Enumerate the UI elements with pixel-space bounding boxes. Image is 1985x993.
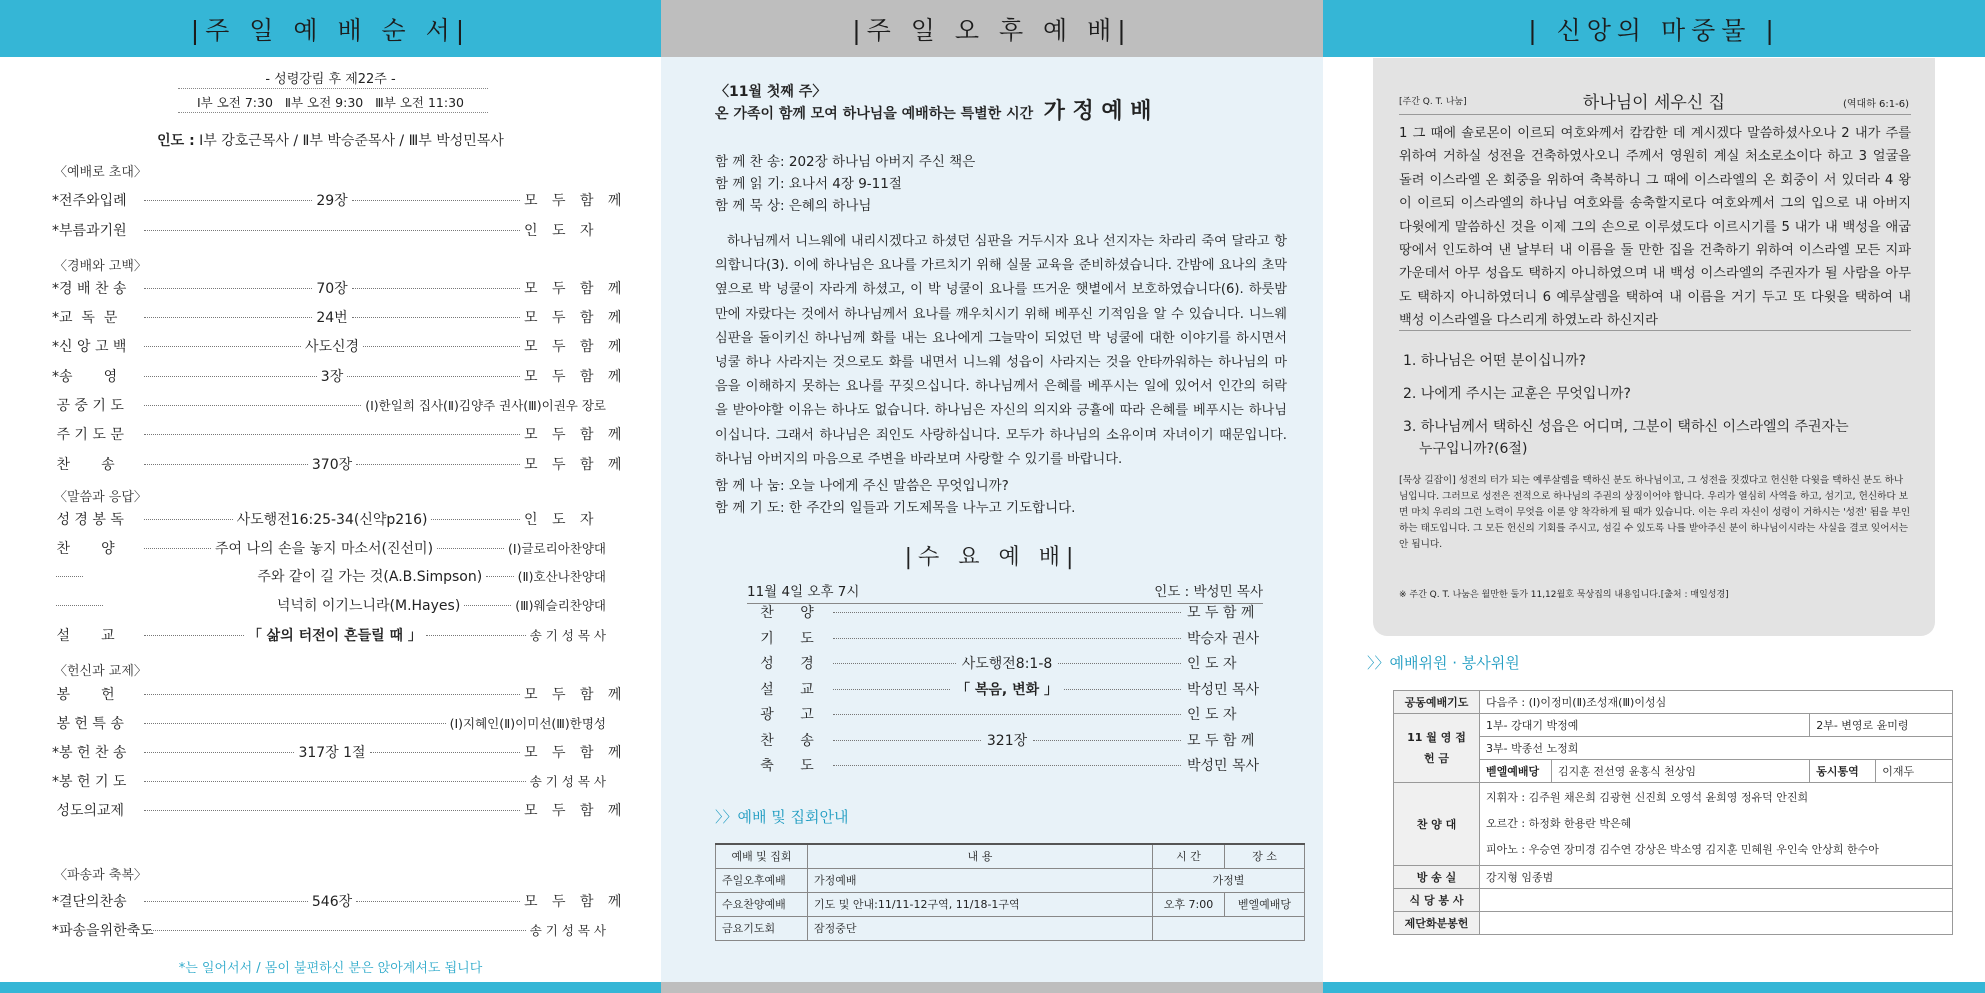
order-label: *봉 헌 찬 송 — [52, 745, 127, 761]
leader-dots — [363, 346, 520, 347]
order-label: 찬 송 — [52, 457, 115, 473]
table-cell: 공동예배기도 — [1394, 691, 1480, 714]
meditation-guide: [묵상 길잡이] 성전의 터가 되는 예루살렘을 택하신 분도 하나님이고, 그 성전을 짓겠다고 헌신한 다윗을 택하신 분도 하나님입니다. 그러므로 성전은 전적으로 하나님의 주권의 상징이어야 합니다. 우리가 열심히 사역을 하고, 섬기고, 헌신하다 보면 마치 우리의 그런 노력이 무엇을 이룬 양 착각하게 될 때가 있습니다. 이는 우리 자신이 성령이 거하시는 '성전' 됨을 부인하는 태도입니다. 그 모든 헌신의 기회를 주시고, 섬길 수 있도록 나를 받아주신 분이 하나님이시라는 사실을 결코 잊어서는 안 됩니다. — [1399, 475, 1911, 550]
wednesday-performer: 인 도 자 — [1187, 707, 1237, 723]
wednesday-performer: 박성민 목사 — [1187, 758, 1260, 774]
leader-dots — [833, 689, 950, 690]
hymn-line: 함 께 찬 송: 202장 하나님 아버지 주신 책은 — [715, 154, 976, 170]
leader-dots — [144, 230, 520, 231]
leader-dots — [144, 519, 233, 520]
order-value: 370장 — [311, 457, 353, 473]
table-cell: 다음주 : (Ⅰ)이정미(Ⅱ)조성재(Ⅲ)이성심 — [1480, 691, 1953, 714]
table-cell: 잠정중단 — [808, 916, 1153, 940]
divider — [178, 88, 488, 89]
leader-dots — [144, 434, 520, 435]
wednesday-label: 송 — [800, 732, 814, 749]
leader-dots — [464, 605, 511, 606]
order-performer: 모 두 함 께 — [524, 339, 627, 355]
leader-dots — [144, 200, 312, 201]
leader-dots — [347, 376, 520, 377]
table-row — [1394, 691, 1953, 714]
leader-dots — [144, 635, 244, 636]
wednesday-date: 11월 4일 오후 7시 — [747, 584, 860, 600]
order-label: *신 앙 고 백 — [52, 339, 127, 355]
order-row — [52, 424, 627, 444]
table-cell: 2부- 변영로 윤미령 — [1810, 714, 1953, 737]
wednesday-performer: 모 두 함 께 — [1187, 732, 1255, 749]
leader-dots — [431, 519, 520, 520]
order-value: 29장 — [316, 193, 348, 209]
footer-bar — [0, 982, 661, 993]
question-2: 2. 나에게 주시는 교훈은 무엇입니까? — [1403, 386, 1631, 402]
table-header-row — [716, 844, 1305, 868]
order-value: 24번 — [316, 310, 348, 326]
table-row — [1394, 889, 1953, 912]
leader-dots — [144, 548, 211, 549]
order-performer: 송 기 성 목 사 — [529, 774, 606, 789]
intro-text: 온 가족이 함께 모여 하나님을 예배하는 특별한 시간 — [715, 106, 1034, 122]
leader-dots — [356, 901, 520, 902]
choir-line: 피아노 : 우승연 장미경 김수연 강상은 박소영 김지훈 민혜원 우인숙 안상희 한수아 — [1486, 843, 1879, 856]
order-value: 사도행전16:25-34(신약p216) — [236, 512, 428, 528]
share-line: 함 께 나 눔: 오늘 나에게 주신 말씀은 무엇입니까? — [715, 478, 1009, 494]
leader-dots — [833, 638, 1181, 639]
leader-dots — [144, 288, 312, 289]
leader-dots — [426, 635, 526, 636]
order-row — [52, 538, 606, 558]
meditation-paragraph: 하나님께서 니느웨에 내리시겠다고 하셨던 심판을 거두시자 요나 선지자는 차라리 죽여 달라고 항의합니다(3). 이에 하나님은 요나를 가르치기 위해 실물 교육을 준비하셨습니다. 간밤에 요나의 초막 옆으로 박 넝쿨이 자라게 하셨고, 이 박 넝쿨이 요나를 뜨거운 햇볕에서 보호하였습니다(6). 하룻밤 만에 자랐다는 것에서 하나님께서 요나를 깨우치시기 위해 베푸신 기적임을 알 수 있습니다. 니느웨 심판을 돌이키신 하나님께 화를 내는 요나에게 그늘막이 되었던 박 넝쿨에 대한 이야기를 하시면서 넝쿨 하나 사라지는 것으로도 화를 내면서 니느웨 성읍이 사라지는 것을 안타까워하는 하나님의 마음을 이해하지 못하는 요나를 꾸짖으십니다. 하나님께서 은혜를 베푸시는 일에 있어서 인간의 허락을 받아야할 이유는 하나도 없습니다. 하나님은 자신의 의지와 긍휼에 따라 은혜를 베푸시는 하나님이십니다. 그래서 하나님은 죄인도 사랑하십니다. 모두가 하나님의 소유이며 자녀이기 때문입니다. 하나님 아버지의 마음으로 주변을 바라보며 사랑할 수 있기를 바랍니다. — [715, 234, 1287, 467]
order-value: 317장 1절 — [298, 745, 366, 761]
order-label: *결단의찬송 — [52, 894, 127, 910]
choir-line: 오르간 : 하정화 한용란 박은혜 — [1486, 817, 1632, 830]
order-label: *봉 헌 기 도 — [52, 774, 127, 790]
table-cell: 11 월 영 접 헌 금 — [1394, 714, 1480, 783]
table-cell: 제단화분봉헌 — [1394, 912, 1480, 935]
order-performer: (Ⅲ)웨슬리찬양대 — [515, 598, 607, 613]
table-cell: 벧엘예배당 — [1225, 892, 1305, 916]
section-label: 〈파송과 축복〉 — [54, 868, 147, 883]
order-row — [52, 190, 627, 210]
table-cell: 이재두 — [1876, 760, 1953, 783]
wednesday-leader: 인도 : 박성민 목사 — [1154, 584, 1263, 600]
leader-dots — [144, 723, 446, 724]
table-cell: 강지형 임종범 — [1480, 866, 1953, 889]
table-cell: 주일오후예배 — [716, 868, 808, 892]
wednesday-row — [747, 628, 1263, 652]
order-value: 주여 나의 손을 놓지 마소서(진선미) — [214, 541, 434, 557]
table-cell — [1480, 889, 1953, 912]
order-row — [52, 684, 627, 704]
reading-line: 함 께 읽 기: 요나서 4장 9-11절 — [715, 176, 902, 192]
section-label: 〈경배와 고백〉 — [54, 259, 147, 274]
footer-bar — [661, 982, 1323, 993]
order-row — [52, 742, 627, 762]
family-worship-title: 가 정 예 배 — [1043, 99, 1152, 124]
table-cell: 김지훈 전선영 윤홍식 천상임 — [1552, 760, 1810, 783]
table-cell: 수요찬양예배 — [716, 892, 808, 916]
wednesday-performer: 박성민 목사 — [1187, 681, 1260, 698]
table-row — [1394, 714, 1953, 737]
wednesday-value: 사도행전8:1-8 — [961, 656, 1053, 672]
wednesday-performer: 모 두 함 께 — [1187, 605, 1255, 621]
order-row — [52, 891, 627, 911]
wednesday-value: 「 복음, 변화 」 — [955, 681, 1059, 698]
leader-dots — [144, 405, 361, 406]
wednesday-label: 성 — [760, 656, 774, 672]
table-cell: 찬 양 대 — [1394, 783, 1480, 866]
order-row — [52, 307, 627, 327]
leader-dots — [1033, 740, 1181, 741]
leader-dots — [144, 781, 526, 782]
order-performer: (Ⅰ)한일희 집사(Ⅱ)김양주 권사(Ⅲ)이권우 장로 — [365, 398, 606, 413]
order-label: *전주와입례 — [52, 193, 127, 209]
order-row — [52, 220, 606, 240]
wednesday-label: 교 — [800, 681, 814, 698]
table-cell: 가정예배 — [808, 868, 1153, 892]
leader-dots — [486, 576, 513, 577]
order-performer: (Ⅱ)호산나찬양대 — [517, 569, 606, 584]
wednesday-worship-header: |수 요 예 배| — [904, 545, 1080, 570]
order-label: 공 중 기 도 — [52, 398, 124, 414]
order-performer: 모 두 함 께 — [524, 745, 627, 761]
question-3: 3. 하나님께서 택하신 성읍은 어디며, 그분이 택하신 이스라엘의 주권자는 — [1403, 419, 1849, 435]
order-label: *파송을위한축도 — [52, 923, 154, 939]
order-value: 「 삶의 터전이 흔들릴 때 」 — [247, 628, 422, 644]
table-cell: 동시통역 — [1810, 760, 1876, 783]
volunteer-section-title: 〉〉예배위원 · 봉사위원 — [1367, 654, 1520, 672]
table-cell — [1480, 912, 1953, 935]
leader-dots — [833, 612, 1181, 613]
table-row — [1394, 912, 1953, 935]
wednesday-label: 도 — [800, 758, 814, 774]
wednesday-label: 광 — [760, 707, 774, 723]
leader-dots — [144, 752, 294, 753]
wednesday-label: 찬 — [760, 605, 774, 621]
faith-panel — [1323, 0, 1985, 993]
subtitle: - 성령강림 후 제22주 - — [265, 72, 396, 87]
table-header: 시 간 — [1153, 844, 1225, 868]
order-label: 설 교 — [52, 628, 115, 644]
leader-dots — [144, 901, 308, 902]
footnote: *는 일어서서 / 몸이 불편하신 분은 앉아계셔도 됩니다 — [178, 961, 483, 976]
worship-order-header: |주 일 예 배 순 서| — [0, 0, 661, 57]
wednesday-label: 축 — [760, 758, 774, 774]
leader-dots — [1058, 663, 1181, 664]
wednesday-label: 설 — [760, 681, 774, 698]
guide-section-title: 〉〉예배 및 집회안내 — [715, 808, 849, 826]
footer-bar — [1323, 982, 1985, 993]
order-row — [52, 366, 627, 386]
leaders-label: 인도 : — [157, 133, 195, 149]
section-label: 〈예배로 초대〉 — [54, 165, 147, 180]
service-times: Ⅰ부 오전 7:30 Ⅱ부 오전 9:30 Ⅲ부 오전 11:30 — [197, 95, 464, 110]
order-row — [52, 566, 606, 586]
order-value: 70장 — [316, 281, 348, 297]
divider — [178, 112, 488, 113]
wednesday-row — [747, 755, 1263, 779]
leader-dots — [144, 810, 520, 811]
intro-line — [715, 100, 1285, 126]
leaders — [0, 130, 661, 150]
order-row — [52, 625, 606, 645]
leader-dots — [352, 288, 520, 289]
leader-dots — [352, 317, 520, 318]
order-label: *송 영 — [52, 369, 118, 385]
wednesday-label: 도 — [800, 630, 814, 647]
leader-dots — [144, 317, 312, 318]
wednesday-label: 기 — [760, 630, 774, 647]
table-cell: 방 송 실 — [1394, 866, 1480, 889]
order-value: 주와 같이 길 가는 것(A.B.Simpson) — [257, 569, 483, 585]
afternoon-worship-panel — [661, 0, 1323, 993]
leader-dots — [144, 346, 301, 347]
order-performer: 모 두 함 께 — [524, 803, 627, 819]
section-label: 〈헌신과 교제〉 — [54, 664, 147, 679]
wednesday-label: 양 — [800, 605, 814, 621]
qt-title: 하나님이 세우신 집 — [1582, 93, 1726, 113]
order-label: *경 배 찬 송 — [52, 281, 127, 297]
wednesday-label: 경 — [800, 656, 814, 672]
order-performer: (Ⅰ)지혜인(Ⅱ)이미선(Ⅲ)한명성 — [449, 716, 606, 731]
order-row — [52, 771, 606, 791]
leader-dots — [56, 605, 103, 606]
section-label: 〈말씀과 응답〉 — [54, 490, 147, 505]
order-value: 546장 — [311, 894, 353, 910]
order-label: 성도의교제 — [52, 803, 125, 819]
leader-dots — [144, 376, 317, 377]
order-row — [52, 509, 606, 529]
order-performer: 송 기 성 목 사 — [529, 923, 606, 938]
week-label: 〈11월 첫째 주〉 — [715, 84, 827, 100]
table-header: 예배 및 집회 — [716, 844, 808, 868]
order-performer: 모 두 함 께 — [524, 281, 627, 297]
choir-line: 지휘자 : 김주원 채은희 김광현 신진희 오영석 윤희영 정유덕 안진희 — [1486, 791, 1809, 804]
table-cell: 오후 7:00 — [1153, 892, 1225, 916]
order-performer: 인 도 자 — [524, 223, 599, 239]
question-3-cont: 누구입니까?(6절) — [1419, 441, 1528, 457]
leader-dots — [833, 765, 1181, 766]
wednesday-meta — [747, 580, 1263, 604]
order-label: 봉 헌 — [52, 687, 115, 703]
order-row — [52, 395, 606, 415]
order-value: 사도신경 — [304, 339, 360, 355]
order-performer: 모 두 함 께 — [524, 894, 627, 910]
order-value: 3장 — [320, 369, 344, 385]
order-row — [52, 920, 606, 940]
order-row — [52, 278, 627, 298]
table-cell: 식 당 봉 사 — [1394, 889, 1480, 912]
order-value: 넉넉히 이기느니라(M.Hayes) — [276, 598, 461, 614]
order-performer: 모 두 함 께 — [524, 369, 627, 385]
faith-header: | 신앙의 마중물 | — [1323, 0, 1985, 57]
order-label: 찬 양 — [52, 541, 115, 557]
leader-dots — [370, 752, 520, 753]
order-performer: 모 두 함 께 — [524, 427, 627, 443]
wednesday-row — [747, 730, 1263, 754]
order-performer: 모 두 함 께 — [524, 310, 627, 326]
qt-reference: (역대하 6:1-6) — [1843, 99, 1910, 110]
afternoon-worship-header: |주 일 오 후 예 배| — [661, 0, 1323, 57]
leader-dots — [144, 930, 526, 931]
table-cell: 금요기도회 — [716, 916, 808, 940]
order-performer: 모 두 함 께 — [524, 457, 627, 473]
order-performer: 모 두 함 께 — [524, 687, 627, 703]
volunteer-table — [1393, 690, 1953, 935]
worship-order-panel — [0, 0, 661, 993]
table-row — [716, 892, 1305, 916]
qt-footnote: ※ 주간 Q. T. 나눔은 월만한 둘가 11,12월호 묵상집의 내용입니다.[출처 : 매일성경] — [1399, 590, 1729, 600]
leaders-names: Ⅰ부 강호근목사 / Ⅱ부 박승준목사 / Ⅲ부 박성민목사 — [199, 133, 504, 149]
order-row — [52, 454, 627, 474]
leader-dots — [833, 740, 981, 741]
leader-dots — [56, 576, 83, 577]
guide-table — [715, 843, 1305, 941]
divider — [1399, 330, 1911, 331]
wednesday-row — [747, 653, 1263, 677]
table-header: 내 용 — [808, 844, 1153, 868]
table-row — [716, 868, 1305, 892]
leader-dots — [144, 464, 308, 465]
table-cell — [1153, 916, 1305, 940]
qt-tag: [주간 Q. T. 나눔] — [1399, 97, 1467, 107]
order-label: *부름과기원 — [52, 223, 127, 239]
order-row — [52, 336, 627, 356]
table-cell — [1480, 783, 1953, 866]
order-label: 봉 헌 특 송 — [52, 716, 124, 732]
wednesday-performer: 박승자 권사 — [1187, 630, 1260, 647]
table-cell: 기도 및 안내:11/11-12구역, 11/18-1구역 — [808, 892, 1153, 916]
table-cell: 3부- 박종선 노정희 — [1480, 737, 1953, 760]
leader-dots — [1064, 689, 1181, 690]
leader-dots — [437, 548, 504, 549]
wednesday-label: 고 — [800, 707, 814, 723]
prayer-line: 함 께 기 도: 한 주간의 일들과 기도제목을 나누고 기도합니다. — [715, 500, 1076, 516]
order-label: 성 경 봉 독 — [52, 512, 124, 528]
order-row — [52, 595, 606, 615]
leader-dots — [833, 714, 1181, 715]
wednesday-row — [747, 679, 1263, 703]
order-performer: 모 두 함 께 — [524, 193, 627, 209]
table-cell: 벧엘예배당 — [1480, 760, 1552, 783]
leader-dots — [833, 663, 956, 664]
wednesday-row — [747, 704, 1263, 728]
scripture-text: 1 그 때에 솔로몬이 이르되 여호와께서 캄캄한 데 계시겠다 말씀하셨사오나 2 내가 주를 위하여 거하실 성전을 건축하였사오니 주께서 영원히 계실 처소로소이다 하고 3 얼굴을 돌려 이스라엘 온 회중을 위하여 축복하니 그 때에 이스라엘의 온 회중이 서 있더라 4 왕이 이르되 이스라엘의 하나님 여호와를 송축할지로다 여호와께서 그의 입으로 내 아버지 다윗에게 말씀하신 것을 이제 그의 손으로 이루셨도다 이르시기를 5 내가 내 백성을 애굽 땅에서 인도하여 낸 날부터 내 이름을 둘 만한 집을 건축하기 위하여 이스라엘 모든 지파 가운데서 아무 성읍도 택하지 아니하였으며 내 백성 이스라엘의 주권자가 될 사람을 아무도 택하지 아니하였더니 6 예루살렘을 택하여 내 이름을 거기 두고 또 다윗을 택하여 내 백성 이스라엘을 다스리게 하였노라 하신지라 — [1399, 126, 1911, 329]
table-header: 장 소 — [1225, 844, 1305, 868]
wednesday-value: 321장 — [986, 732, 1028, 749]
order-label: *교 독 문 — [52, 310, 118, 326]
order-performer: (Ⅰ)글로리아찬양대 — [508, 541, 606, 556]
order-label: 주 기 도 문 — [52, 427, 124, 443]
table-cell: 1부- 강대기 박정예 — [1480, 714, 1810, 737]
order-performer: 인 도 자 — [524, 512, 599, 528]
table-row — [1394, 866, 1953, 889]
wednesday-performer: 인 도 자 — [1187, 656, 1237, 672]
table-cell: 가정별 — [1153, 868, 1305, 892]
leader-dots — [352, 200, 520, 201]
table-row — [1394, 783, 1953, 866]
order-performer: 송 기 성 목 사 — [529, 628, 606, 643]
wednesday-label: 찬 — [760, 732, 774, 749]
order-row — [52, 713, 606, 733]
question-1: 1. 하나님은 어떤 분이십니까? — [1403, 353, 1586, 369]
meditation-line: 함 께 묵 상: 은혜의 하나님 — [715, 198, 872, 214]
wednesday-row — [747, 602, 1263, 626]
leader-dots — [144, 694, 520, 695]
divider — [1399, 114, 1911, 115]
table-row — [716, 916, 1305, 940]
leader-dots — [356, 464, 520, 465]
order-row — [52, 800, 627, 820]
